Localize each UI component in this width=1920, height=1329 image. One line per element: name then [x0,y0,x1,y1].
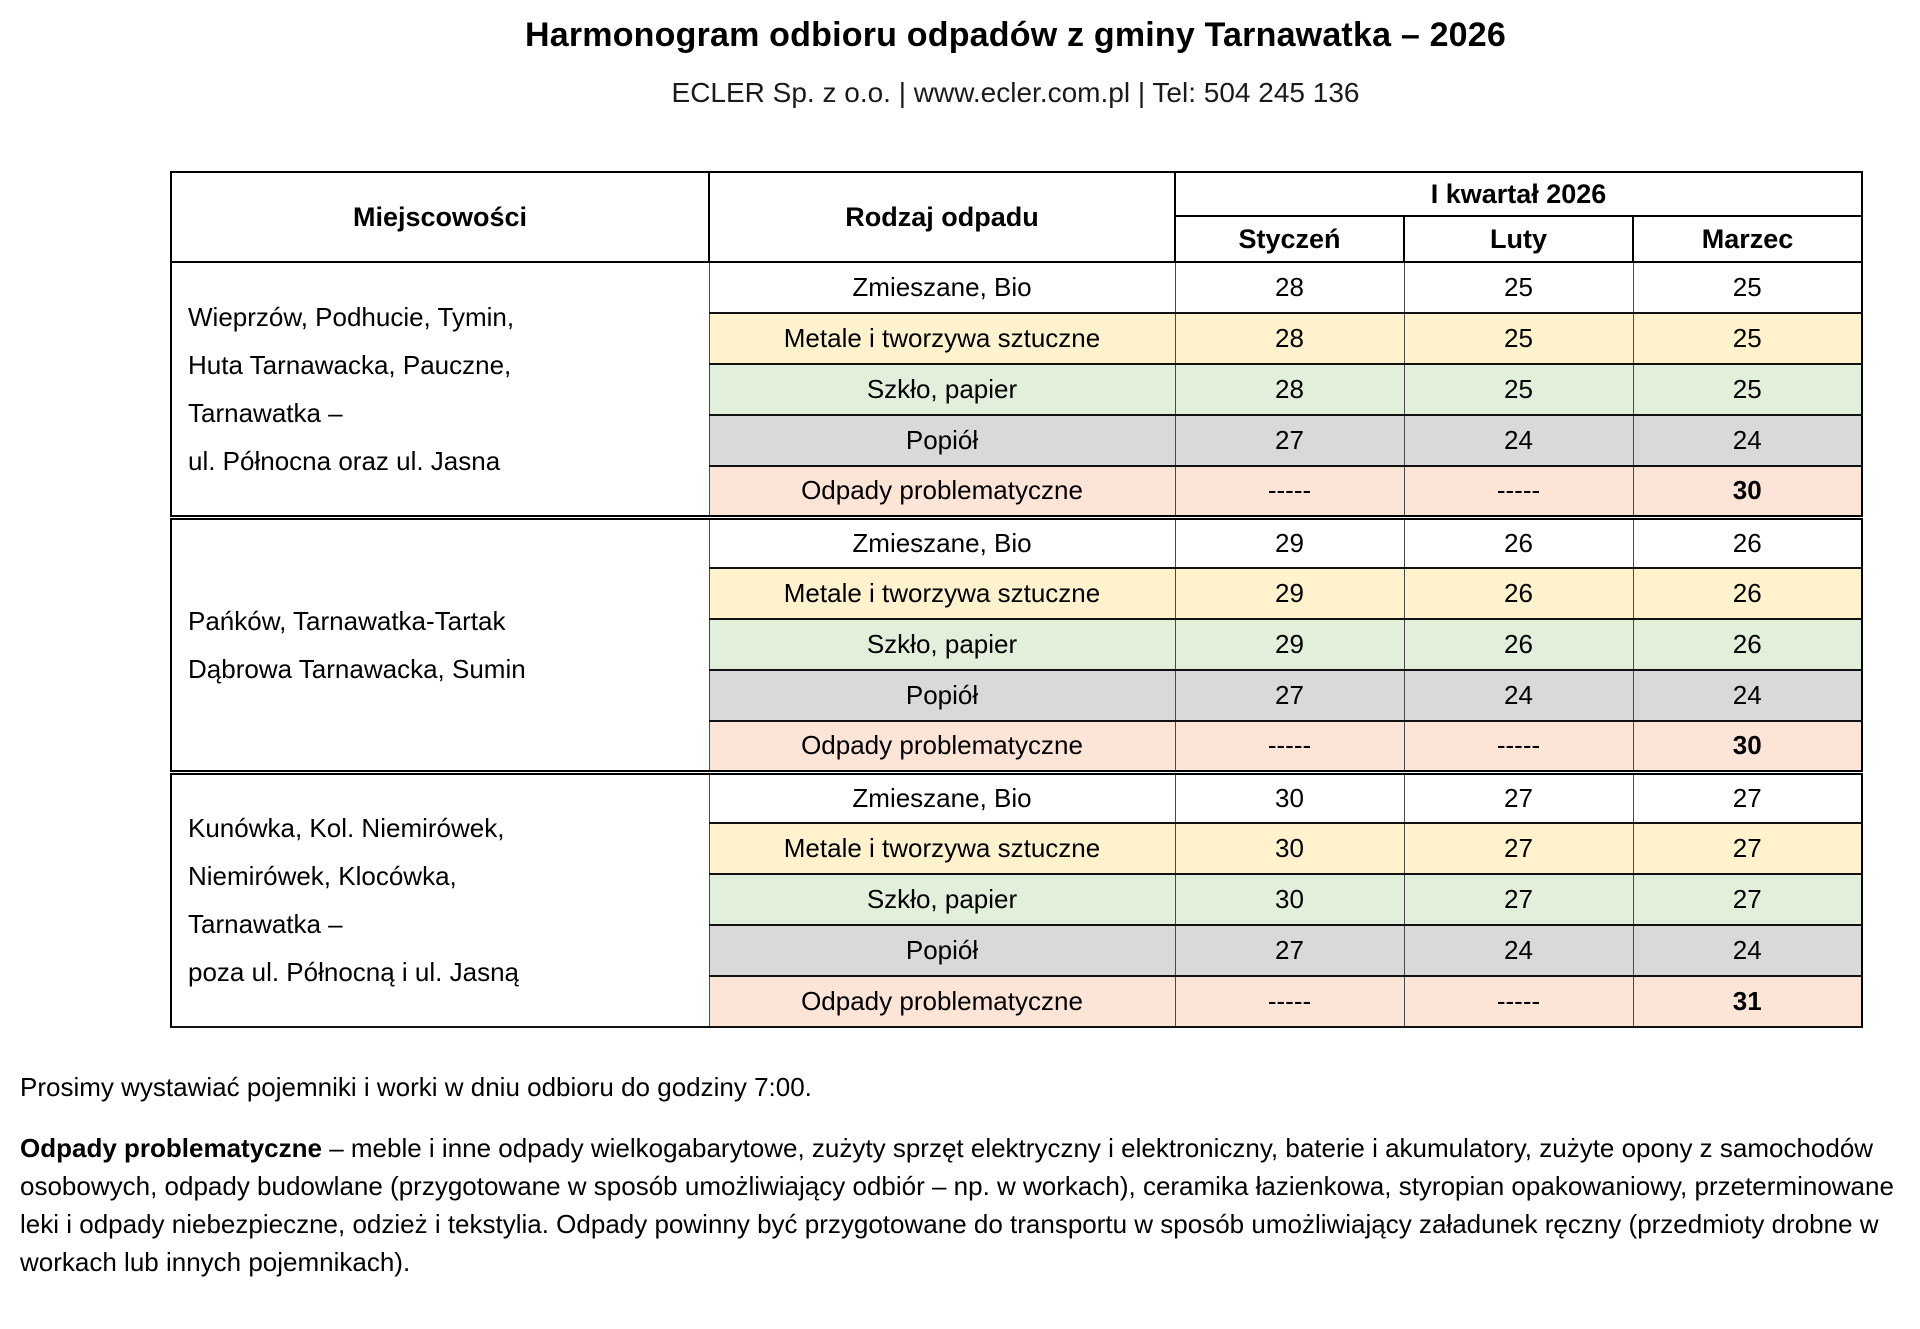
date-cell: 25 [1404,262,1633,313]
locations-cell [171,772,709,1027]
note-problem-waste-description [20,1129,1900,1281]
date-cell: 25 [1633,313,1862,364]
location-line: Tarnawatka – [188,909,343,940]
column-header-waste-type: Rodzaj odpadu [709,172,1175,262]
date-cell: 30 [1633,721,1862,772]
date-cell: ----- [1175,721,1404,772]
page-subtitle: ECLER Sp. z o.o. | www.ecler.com.pl | Tel: 504 245 136 [671,77,1360,108]
waste-type-cell: Szkło, papier [709,874,1175,925]
location-line: Pańków, Tarnawatka-Tartak [188,605,506,636]
waste-type-cell: Szkło, papier [709,364,1175,415]
date-cell: ----- [1404,721,1633,772]
schedule-table [170,171,1863,1028]
column-header-month-february: Luty [1404,216,1633,262]
column-header-month-january: Styczeń [1175,216,1404,262]
waste-type-cell: Odpady problematyczne [709,466,1175,517]
date-cell: 26 [1404,568,1633,619]
date-cell: 25 [1633,262,1862,313]
waste-type-cell: Metale i tworzywa sztuczne [709,823,1175,874]
footer-notes [20,1072,1900,1281]
locations-cell [171,262,709,517]
waste-type-cell: Zmieszane, Bio [709,262,1175,313]
date-cell: 25 [1404,313,1633,364]
date-cell: 31 [1633,976,1862,1027]
date-cell: 27 [1633,772,1862,823]
date-cell: 24 [1404,925,1633,976]
date-cell: ----- [1175,976,1404,1027]
date-cell: 27 [1404,823,1633,874]
date-cell: 26 [1404,517,1633,568]
location-line: Kunówka, Kol. Niemirówek, [188,813,505,844]
date-cell: ----- [1404,466,1633,517]
date-cell: 28 [1175,364,1404,415]
schedule-table-body [171,262,1862,1027]
table-row [171,262,1862,313]
date-cell: 25 [1404,364,1633,415]
date-cell: 30 [1175,823,1404,874]
locations-cell [171,517,709,772]
note-problem-waste-rest: – meble i inne odpady wielkogabarytowe, zużyty sprzęt elektryczny i elektroniczny, baterie i akumulatory, zużyte opony z samochodów osobowych, odpady budowlane (przygotowane w sposób umożliwiający odbiór – np. w workach), ceramika łazienkowa, styropian opakowaniowy, przeterminowane leki i odpady niebezpieczne, odzież i tekstylia. Odpady powinny być przygotowane do transportu w sposób umożliwiający załadunek ręczny (przedmioty drobne w workach lub innych pojemnikach). [20,1133,1894,1277]
column-header-quarter: I kwartał 2026 [1175,172,1862,216]
date-cell: 27 [1404,874,1633,925]
date-cell: 24 [1404,415,1633,466]
date-cell: 24 [1633,415,1862,466]
location-line: poza ul. Północną i ul. Jasną [188,957,519,988]
waste-type-cell: Szkło, papier [709,619,1175,670]
table-row [171,772,1862,823]
date-cell: 27 [1633,874,1862,925]
date-cell: 29 [1175,619,1404,670]
waste-type-cell: Metale i tworzywa sztuczne [709,568,1175,619]
waste-type-cell: Odpady problematyczne [709,721,1175,772]
waste-type-cell: Zmieszane, Bio [709,772,1175,823]
note-containers-out-by-7: Prosimy wystawiać pojemniki i worki w dniu odbioru do godziny 7:00. [20,1072,812,1102]
date-cell: 30 [1175,772,1404,823]
waste-type-cell: Popiół [709,415,1175,466]
location-line: Niemirówek, Klocówka, [188,861,457,892]
date-cell: ----- [1175,466,1404,517]
location-line: Huta Tarnawacka, Pauczne, [188,349,512,380]
date-cell: 26 [1404,619,1633,670]
date-cell: 26 [1633,619,1862,670]
column-header-locations: Miejscowości [171,172,709,262]
waste-type-cell: Popiół [709,670,1175,721]
date-cell: 24 [1633,925,1862,976]
date-cell: 27 [1404,772,1633,823]
date-cell: 30 [1633,466,1862,517]
date-cell: 29 [1175,568,1404,619]
page-title: Harmonogram odbioru odpadów z gminy Tarnawatka – 2026 [524,16,1507,54]
date-cell: 28 [1175,262,1404,313]
location-line: Tarnawatka – [188,397,343,428]
date-cell: 25 [1633,364,1862,415]
location-line: Wieprzów, Podhucie, Tymin, [188,301,515,332]
waste-type-cell: Popiół [709,925,1175,976]
date-cell: ----- [1404,976,1633,1027]
header-row-quarter [171,172,1862,216]
date-cell: 30 [1175,874,1404,925]
date-cell: 26 [1633,568,1862,619]
date-cell: 24 [1633,670,1862,721]
table-row [171,517,1862,568]
date-cell: 26 [1633,517,1862,568]
date-cell: 27 [1175,415,1404,466]
date-cell: 27 [1175,670,1404,721]
waste-type-cell: Zmieszane, Bio [709,517,1175,568]
document-header [170,0,1861,109]
location-line: ul. Północna oraz ul. Jasna [188,445,501,476]
schedule-table-header [171,172,1862,262]
location-line: Dąbrowa Tarnawacka, Sumin [188,653,526,684]
waste-type-cell: Odpady problematyczne [709,976,1175,1027]
date-cell: 28 [1175,313,1404,364]
waste-type-cell: Metale i tworzywa sztuczne [709,313,1175,364]
date-cell: 27 [1633,823,1862,874]
column-header-month-march: Marzec [1633,216,1862,262]
date-cell: 24 [1404,670,1633,721]
note-problem-waste-lead: Odpady problematyczne [20,1133,322,1163]
date-cell: 29 [1175,517,1404,568]
date-cell: 27 [1175,925,1404,976]
